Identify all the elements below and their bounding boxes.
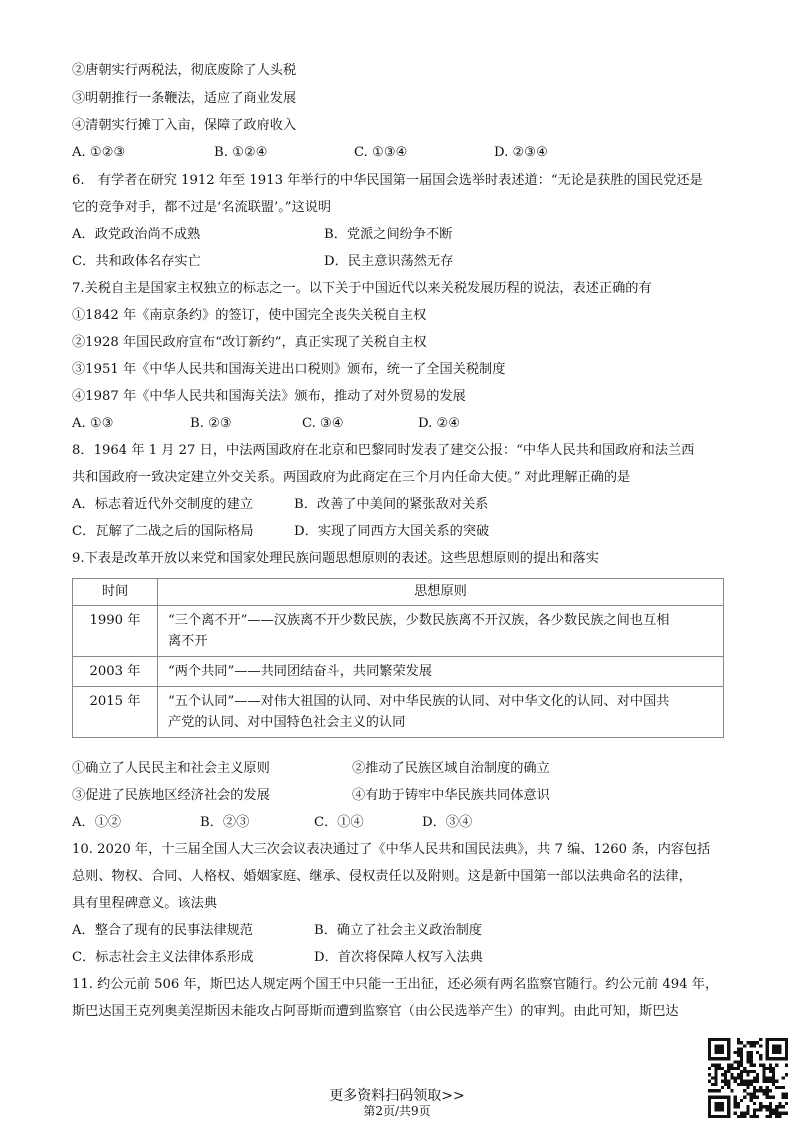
table-header-principle: 思想原则 (158, 579, 724, 606)
q6-option-d[interactable]: D．民主意识荡然无存 (324, 254, 454, 269)
q8-option-a[interactable]: A．标志着近代外交制度的建立 (72, 497, 253, 512)
q6-stem-line-2: 它的竞争对手，都不过是‘名流联盟’。”这说明 (72, 200, 332, 215)
q6-option-a[interactable]: A．政党政治尚不成熟 (72, 227, 201, 242)
q5-option-b[interactable]: B. ①②④ (214, 145, 268, 160)
table-header-row (73, 579, 724, 606)
q9-option-b[interactable]: B．②③ (200, 815, 250, 830)
q9-options (72, 814, 472, 832)
q9-item-4: ④有助于铸牢中华民族共同体意识 (352, 788, 550, 803)
q9-option-c[interactable]: C．①④ (314, 815, 364, 830)
q8-option-d[interactable]: D．实现了同西方大国关系的突破 (294, 524, 490, 539)
q10-option-a[interactable]: A．整合了现有的民事法律规范 (72, 923, 253, 938)
q10-stem-line-2: 总则、物权、合同、人格权、婚姻家庭、继承、侵权责任以及附则。这是新中国第一部以法典命名的法律， (72, 869, 692, 884)
q10-option-d[interactable]: D．首次将保障人权写入法典 (314, 950, 483, 965)
footer-scan-cta[interactable]: 更多资料扫码领取>> (329, 1088, 465, 1104)
q10-stem-line-3: 具有里程碑意义。该法典 (72, 896, 218, 911)
q10-options-row-2 (72, 949, 483, 967)
q10-option-b[interactable]: B．确立了社会主义政治制度 (314, 923, 482, 938)
q8-option-b[interactable]: B．改善了中美间的紧张敌对关系 (294, 497, 489, 512)
table-cell-principle (158, 606, 724, 657)
principle-line: 离不开 (168, 634, 208, 649)
q9-item-3: ③促进了民族地区经济社会的发展 (72, 788, 270, 803)
table-cell-time: 1990 年 (73, 606, 158, 657)
q8-stem-line-1: 8．1964 年 1 月 27 日，中法两国政府在北京和巴黎同时发表了建交公报：“中华人民共和国政府和法兰西 (72, 443, 695, 458)
page-number: 第2页/共9页 (363, 1104, 431, 1118)
q9-stem: 9.下表是改革开放以来党和国家处理民族问题思想原则的表述。这些思想原则的提出和落实 (72, 551, 599, 566)
q8-options-row-2 (72, 523, 489, 541)
q5-option-c[interactable]: C. ①③④ (354, 145, 408, 160)
table-row (73, 687, 724, 738)
q7-option-c[interactable]: C. ③④ (302, 416, 344, 431)
principle-line: “五个认同”——对伟大祖国的认同、对中华民族的认同、对中华文化的认同、对中国共 (168, 694, 670, 709)
q10-stem-line-1: 10. 2020 年，十三届全国人大三次会议表决通过了《中华人民共和国民法典》，共 7 编、1260 条，内容包括 (72, 842, 711, 857)
principle-line: 产党的认同、对中国特色社会主义的认同 (168, 715, 406, 730)
table-row (73, 606, 724, 657)
table-cell-principle (158, 657, 724, 687)
q6-options-row-1 (72, 226, 576, 244)
table-cell-time: 2015 年 (73, 687, 158, 738)
q5-item-4: ④清朝实行摊丁入亩，保障了政府收入 (72, 118, 297, 133)
principle-line: “三个离不开”——汉族离不开少数民族，少数民族离不开汉族，各少数民族之间也互相 (168, 613, 670, 628)
q8-option-c[interactable]: C．瓦解了二战之后的国际格局 (72, 524, 254, 539)
q10-options-row-1 (72, 922, 482, 940)
q9-option-d[interactable]: D．③④ (422, 815, 473, 830)
principle-line: “两个共同”——共同团结奋斗，共同繁荣发展 (168, 664, 433, 679)
q7-option-a[interactable]: A. ①③ (72, 416, 114, 431)
table-cell-time: 2003 年 (73, 657, 158, 687)
q8-stem-line-2: 共和国政府一致决定建立外交关系。两国政府为此商定在三个月内任命大使。” 对此理解正确的是 (72, 470, 631, 485)
q7-options (72, 415, 558, 433)
q6-options-row-2 (72, 253, 576, 271)
table-row (73, 657, 724, 687)
q8-options-row-1 (72, 496, 488, 514)
q7-item-2: ②1928 年国民政府宣布“改订新约”，真正实现了关税自主权 (72, 335, 427, 350)
q9-principles-table (72, 578, 724, 738)
q7-option-b[interactable]: B. ②③ (190, 416, 232, 431)
q5-option-a[interactable]: A. ①②③ (72, 145, 126, 160)
table-header-time: 时间 (73, 579, 158, 606)
q6-option-c[interactable]: C．共和政体名存实亡 (72, 254, 201, 269)
q11-stem-line-2: 斯巴达国王克列奥美涅斯因未能攻占阿哥斯而遭到监察官（由公民选举产生）的审判。由此可知，斯巴达 (72, 1004, 679, 1019)
q9-items-row-2 (72, 787, 550, 805)
q7-item-4: ④1987 年《中华人民共和国海关法》颁布，推动了对外贸易的发展 (72, 389, 466, 404)
q6-option-b[interactable]: B．党派之间纷争不断 (324, 227, 453, 242)
q7-stem: 7.关税自主是国家主权独立的标志之一。以下关于中国近代以来关税发展历程的说法，表述正确的有 (72, 281, 652, 296)
q6-stem-line-1: 6. 有学者在研究 1912 年至 1913 年举行的中华民国第一届国会选举时表述道：“无论是获胜的国民党还是 (72, 173, 703, 188)
q9-item-1: ①确立了人民民主和社会主义原则 (72, 761, 270, 776)
q5-options (72, 144, 634, 162)
q5-option-d[interactable]: D. ②③④ (494, 145, 548, 160)
q9-items-row-1 (72, 760, 550, 778)
q7-item-1: ①1842 年《南京条约》的签订，使中国完全丧失关税自主权 (72, 308, 427, 323)
q10-option-c[interactable]: C．标志社会主义法律体系形成 (72, 950, 254, 965)
q11-stem-line-1: 11. 约公元前 506 年，斯巴达人规定两个国王中只能一王出征，还必须有两名监察官随行。约公元前 494 年， (72, 977, 719, 992)
q5-item-3: ③明朝推行一条鞭法，适应了商业发展 (72, 91, 297, 106)
q9-item-2: ②推动了民族区域自治制度的确立 (352, 761, 550, 776)
q7-item-3: ③1951 年《中华人民共和国海关进出口税则》颁布，统一了全国关税制度 (72, 362, 506, 377)
table-cell-principle (158, 687, 724, 738)
q7-option-d[interactable]: D. ②④ (418, 416, 461, 431)
q5-item-2: ②唐朝实行两税法，彻底废除了人头税 (72, 63, 297, 78)
q9-option-a[interactable]: A．①② (72, 815, 122, 830)
